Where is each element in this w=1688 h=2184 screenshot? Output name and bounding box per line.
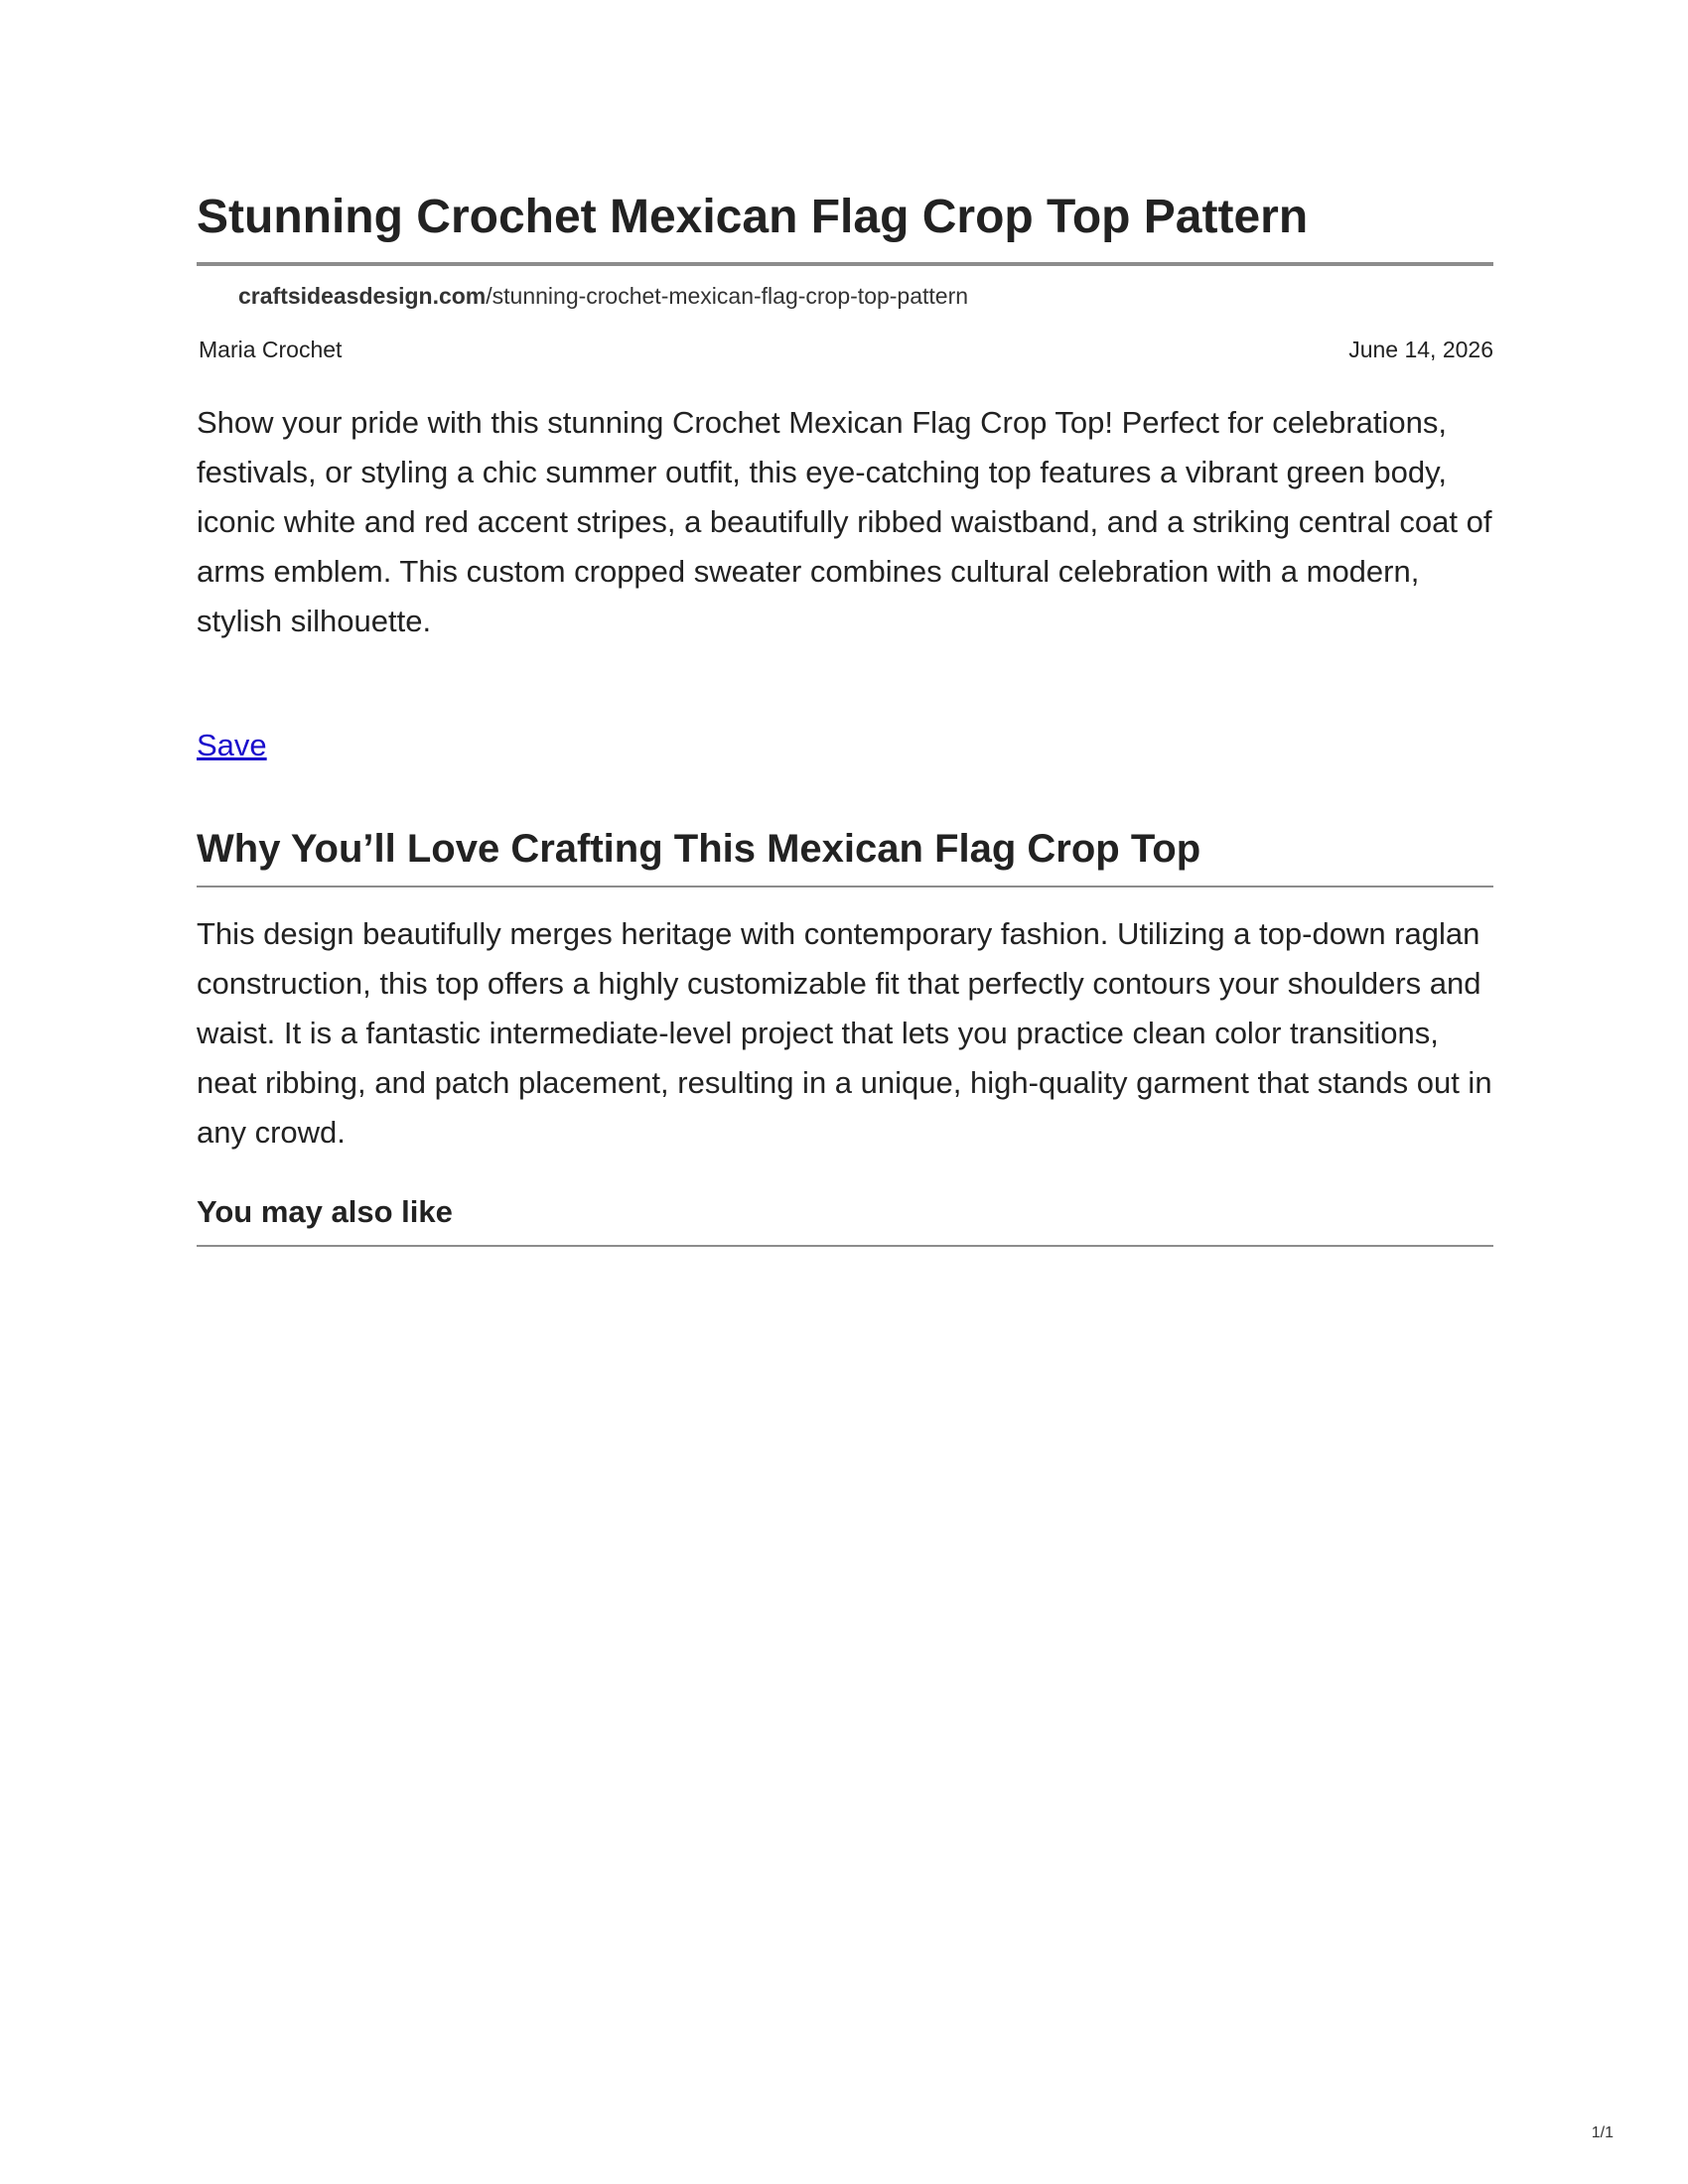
intro-paragraph: Show your pride with this stunning Crochet Mexican Flag Crop Top! Perfect for celebrations, festivals, or styling a chic summer outfit, this eye-catching top features a vibrant green body, iconic white and red accent stripes, a beautifully ribbed waistband, and a striking central coat of arms emblem. This custom cropped sweater combines cultural celebration with a modern, stylish silhouette. bbox=[197, 405, 1492, 639]
also-like-heading: You may also like bbox=[197, 1192, 1493, 1247]
page-title: Stunning Crochet Mexican Flag Crop Top Pattern bbox=[197, 189, 1493, 266]
page-number: 1/1 bbox=[1591, 2124, 1614, 2141]
author-name: Maria Crochet bbox=[199, 337, 343, 363]
section-paragraph: This design beautifully merges heritage with contemporary fashion. Utilizing a top-down raglan construction, this top offers a highly customizable fit that perfectly contours your shoulders and waist. It is a fantastic intermediate-level project that lets you practice clean color transitions, neat ribbing, and patch placement, resulting in a unique, high-quality garment that stands out in any crowd. bbox=[197, 915, 1492, 1150]
source-domain: craftsideasdesign.com bbox=[238, 282, 487, 309]
source-path: /stunning-crochet-mexican-flag-crop-top-pattern bbox=[486, 282, 969, 309]
article-meta bbox=[197, 336, 1493, 365]
publish-date: June 14, 2026 bbox=[1348, 337, 1493, 363]
source-url bbox=[238, 282, 1493, 312]
section-heading: Why You’ll Love Crafting This Mexican Flag Crop Top bbox=[197, 824, 1493, 887]
save-link[interactable]: Save bbox=[197, 728, 267, 763]
article bbox=[197, 189, 1493, 1247]
